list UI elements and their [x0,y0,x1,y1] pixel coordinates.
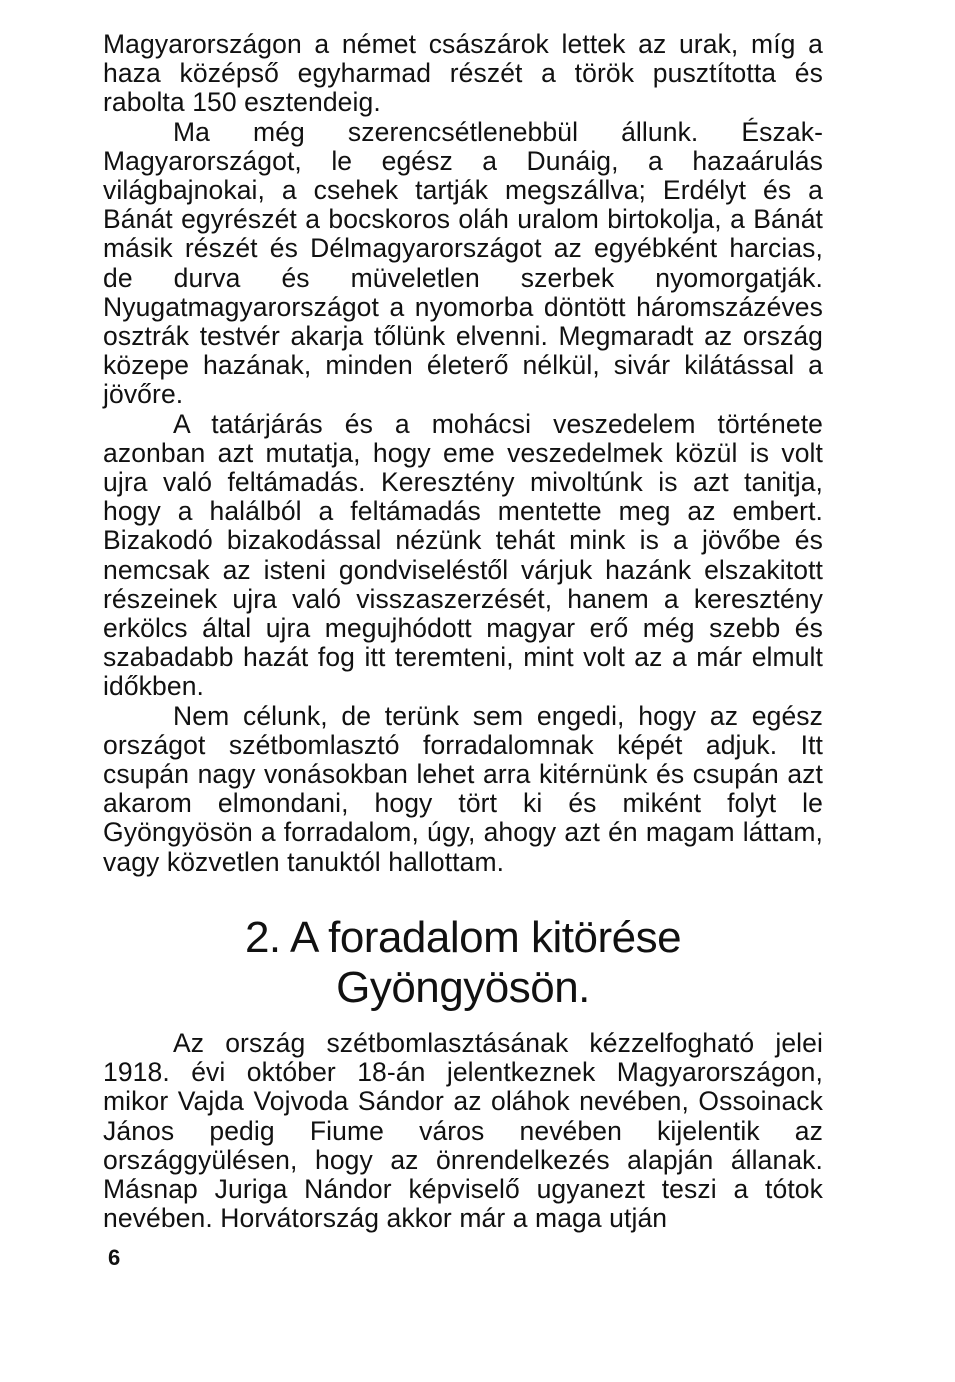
chapter-heading-line-2: Gyöngyösön. [336,962,590,1012]
paragraph-1: Magyarországon a német császárok lettek az urak, míg a haza középső egyharmad részét a török pusztította és rabolta 150 esztendeig. [103,29,823,118]
page-text [103,30,823,1233]
chapter-heading-line-1: 2. A foradalom kitörése [244,912,682,962]
chapter-heading [103,913,823,1013]
paragraph-5: Az ország szétbomlasztásának kézzelfogható jelei 1918. évi október 18-án jelentkeznek Magyarországon, mikor Vajda Vojvoda Sándor az oláhok nevében, Ossoinack János pedig Fiume város nevében kijelentik az országgyülésen, hogy az önrendelkezés alapján állanak. Másnap Juriga Nándor képviselő ugyanezt teszi a tótok nevében. Horvátország akkor már a maga utján [103,1027,823,1234]
paragraph-4: Nem célunk, de terünk sem engedi, hogy az egész országot szétbomlasztó forradalomnak képét adjuk. Itt csupán nagy vonásokban lehet arra kitérnünk és csupán azt akarom elmondani, hogy tört ki és miként folyt le Gyöngyösön a forradalom, úgy, ahogy azt én magam láttam, vagy közvetlen tanuktól hallottam. [103,700,823,877]
paragraph-2: Ma még szerencsétlenebbül állunk. Észak-Magyarországot, le egész a Dunáig, a hazaárulás világbajnokai, a csehek tartják megszállva; Erdélyt és a Bánát egyrészét a bocskoros oláh uralom birtokolja, a Bánát másik részét és Délmagyarországot az egyébként harcias, de durva és müveletlen szerbek nyomorgatják. Nyugatmagyarországot a nyomorba döntött háromszázéves osztrák testvér akarja tőlünk elvenni. Megmaradt az ország közepe hazának, minden életerő nélkül, sivár kilátással a jövőre. [103,116,823,410]
paragraph-3: A tatárjárás és a mohácsi veszedelem története azonban azt mutatja, hogy eme veszedelmek közül is volt ujra való feltámadás. Keresztény mivoltúnk is azt tanitja, hogy a halálból a feltámadás mentette meg az embert. Bizakodó bizakodással nézünk tehát mink is a jövőbe és nemcsak az isteni gondviseléstől várjuk hazánk elszakitott részeinek ujra való visszaszerzését, hanem a keresztény erkölcs által ujra megujhódott magyar erő még szebb és szabadabb hazát fog itt teremteni, mint volt az a már elmult időkben. [103,408,823,702]
page-number: 6 [108,1245,121,1270]
